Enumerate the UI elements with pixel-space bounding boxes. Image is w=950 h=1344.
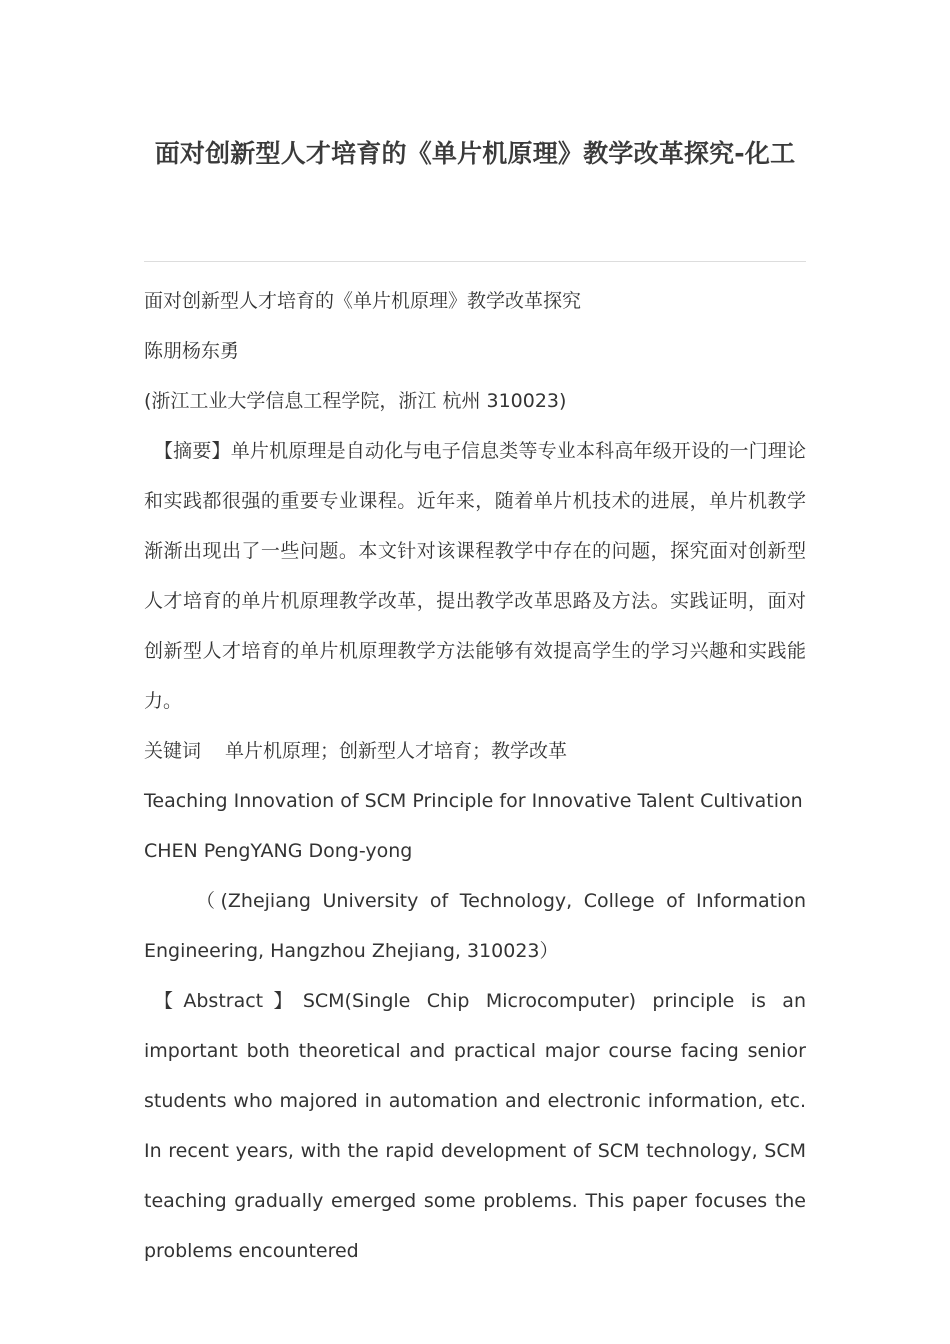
page-title: 面对创新型人才培育的《单片机原理》教学改革探究-化工	[154, 139, 796, 168]
keywords-value: 单片机原理；创新型人才培育；教学改革	[225, 740, 568, 762]
article-authors: 陈朋杨东勇	[144, 340, 240, 362]
article-en-authors: CHEN PengYANG Dong-yong	[144, 840, 413, 862]
abstract-cn-text: 【摘要】单片机原理是自动化与电子信息类等专业本科高年级开设的一门理论和实践都很强的重要专业课程。近年来，随着单片机技术的进展，单片机教学渐渐出现出了一些问题。本文针对该课程教学中存在的问题，探究面对创新型人才培育的单片机原理教学改革，提出教学改革思路及方法。实践证明，面对创新型人才培育的单片机原理教学方法能够有效提高学生的学习兴趣和实践能力。	[144, 440, 806, 712]
abstract-cn	[144, 426, 806, 726]
article-en-title: Teaching Innovation of SCM Principle for Innovative Talent Cultivation	[144, 790, 803, 812]
title-divider	[144, 261, 806, 262]
keywords-line	[144, 726, 806, 776]
article-en-affiliation: （(Zhejiang University of Technology, College of Information Engineering, Hangzhou Zhejiang, 310023）	[144, 890, 806, 962]
keywords-label: 关键词	[144, 740, 202, 762]
article-cn-title: 面对创新型人才培育的《单片机原理》教学改革探究	[144, 290, 582, 312]
abstract-en: 【Abstract】SCM(Single Chip Microcomputer) principle is an important both theoretical and practical major course facing senior students who majored in automation and electronic information, etc. In recent years, with the rapid development of SCM technology, SCM teaching gradually emerged some problems. This paper focuses the problems encountered	[144, 990, 806, 1262]
article-body	[144, 276, 806, 1276]
article-affiliation: (浙江工业大学信息工程学院，浙江 杭州 310023)	[144, 390, 567, 412]
